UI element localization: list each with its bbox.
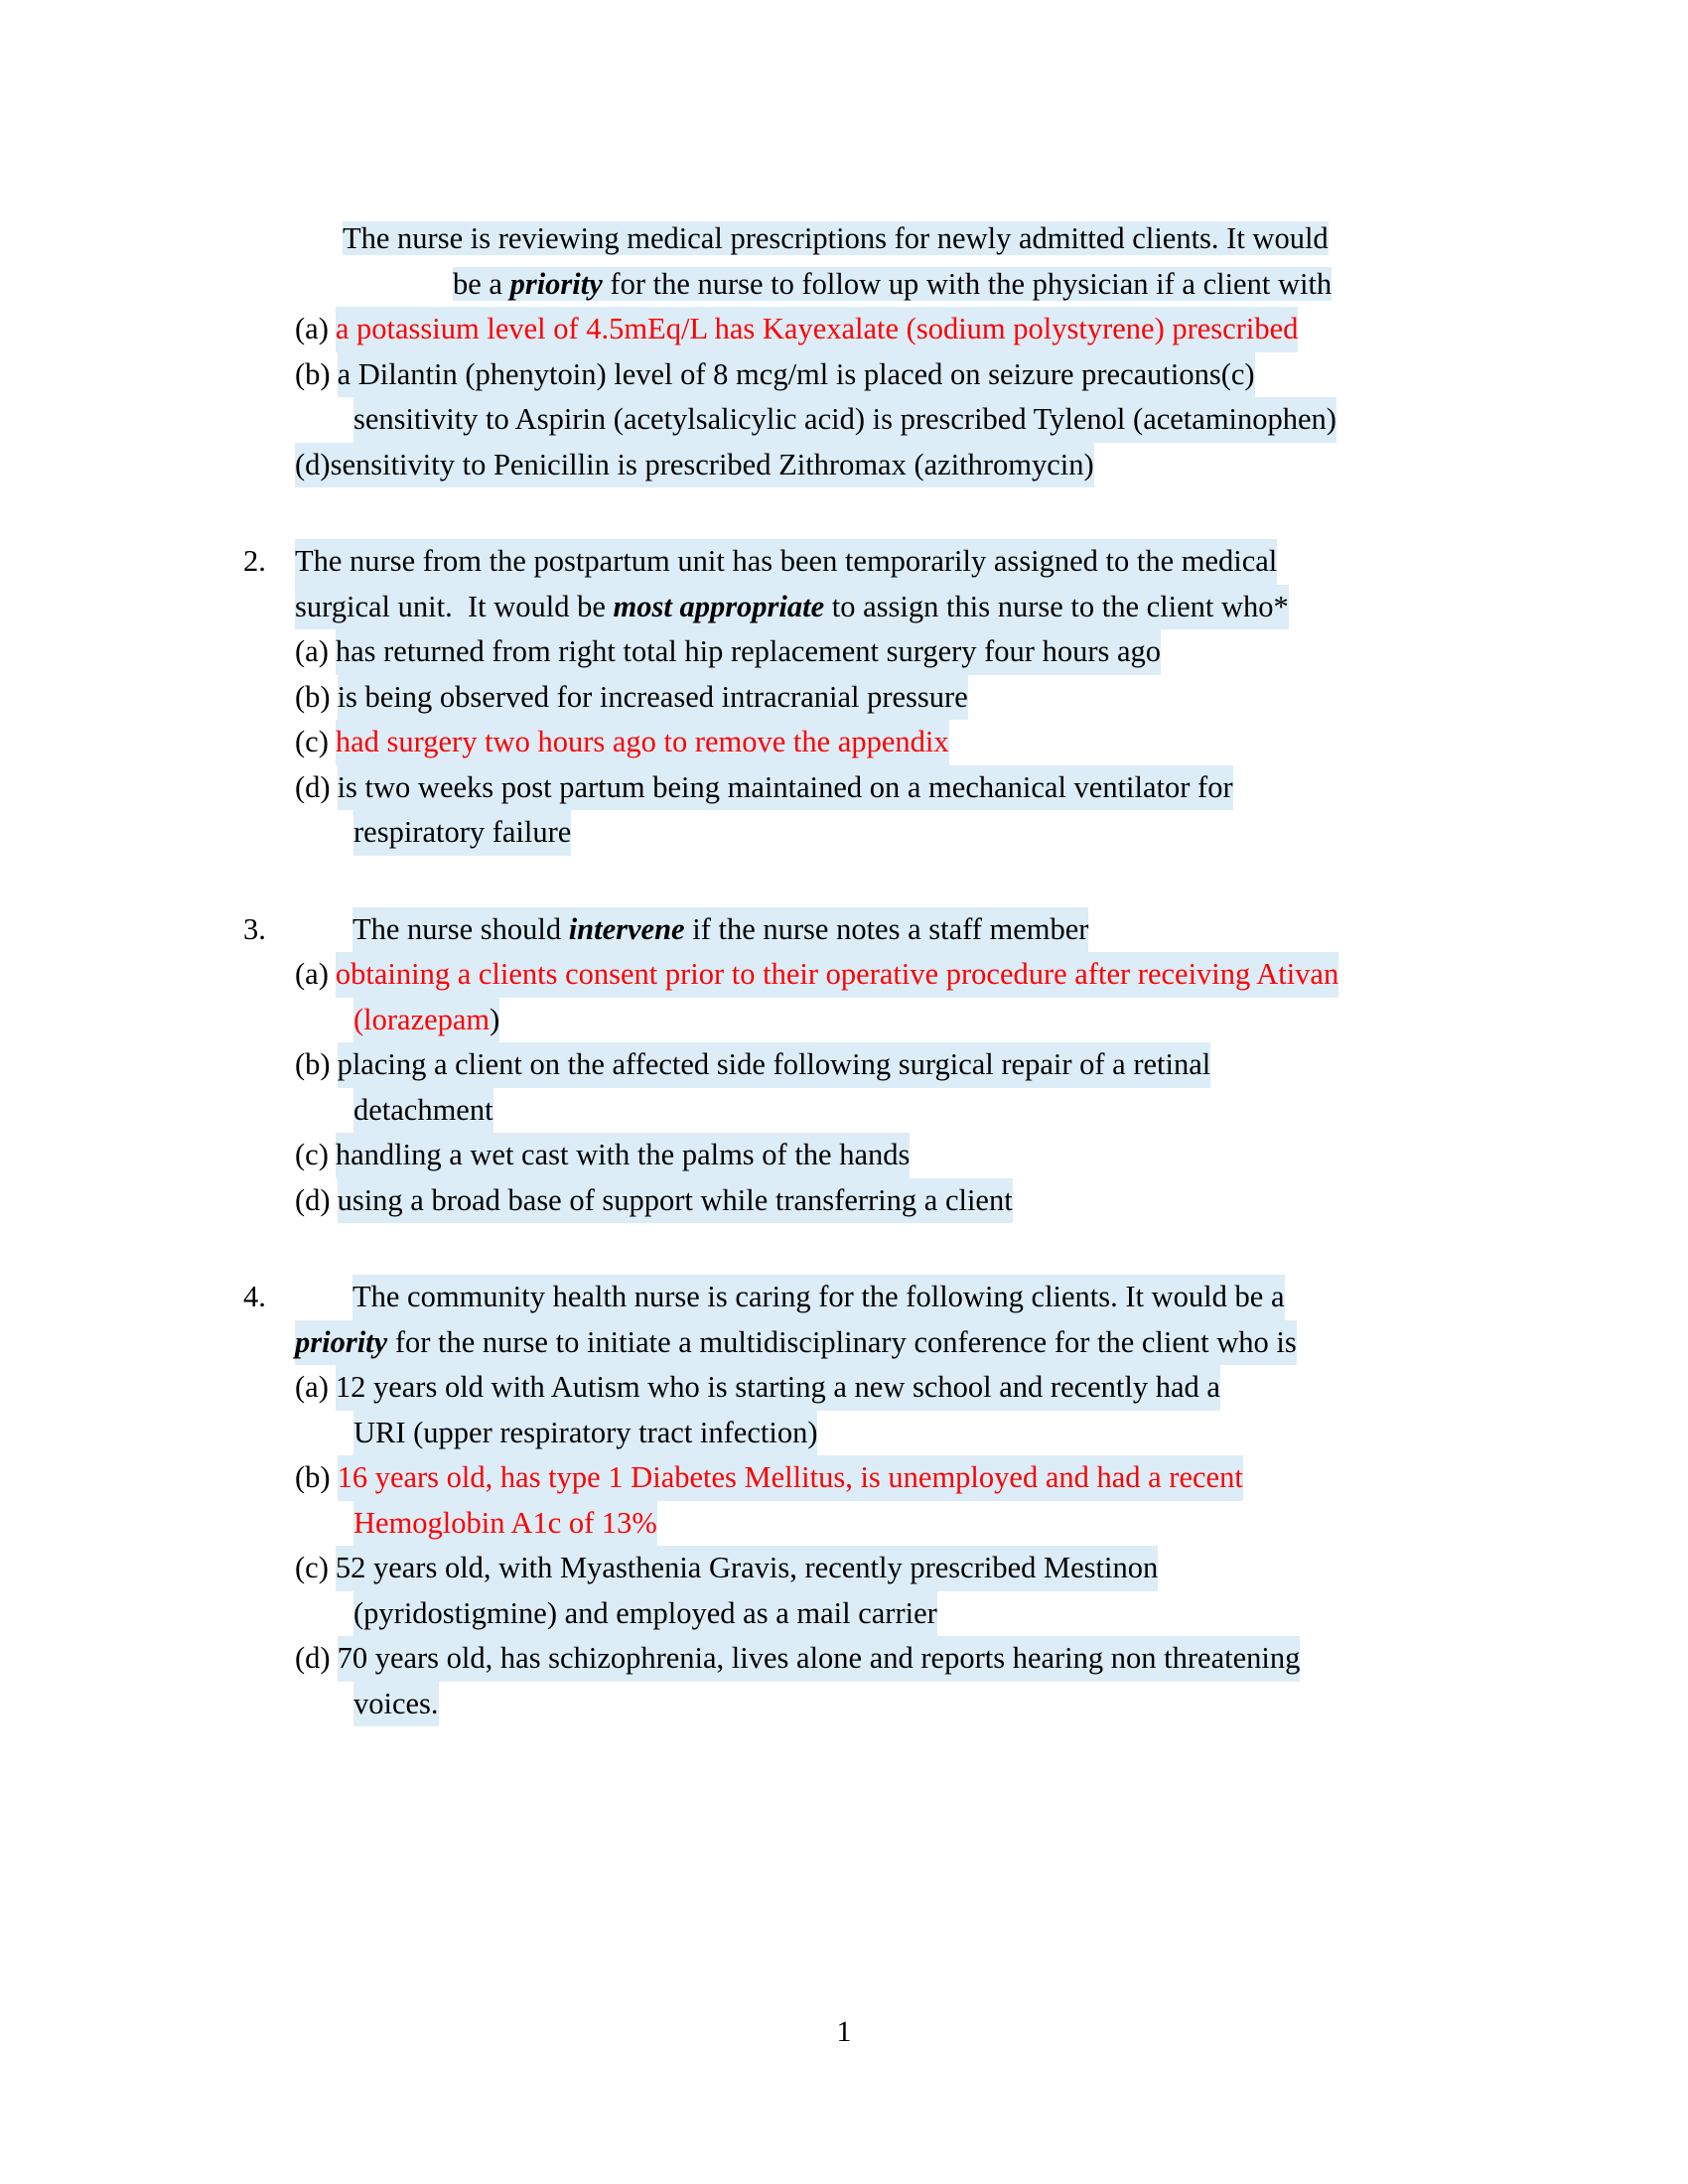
- question-3-option-d[interactable]: [243, 1178, 1450, 1224]
- option-label-d: (d): [295, 769, 331, 804]
- question-2-emphasis-most-appropriate: most appropriate: [613, 589, 825, 623]
- question-2-stem-text-1: The nurse from the postpartum unit has been temporarily assigned to the medical: [295, 539, 1277, 585]
- question-2-option-b[interactable]: [243, 675, 1450, 721]
- option-text-c: 52 years old, with Myasthenia Gravis, recently prescribed Mestinon: [336, 1546, 1158, 1591]
- question-block-4: [243, 1275, 1450, 1726]
- question-2-stem-text-2: [295, 585, 1289, 630]
- question-2-stem-pre: surgical unit. It would be: [295, 589, 614, 623]
- question-4-stem-post: for the nurse to initiate a multidisciplinary conference for the client who is: [387, 1324, 1297, 1359]
- question-4-option-a-continued: [243, 1411, 1450, 1456]
- block-spacer: [243, 487, 1450, 539]
- option-text-c-line-2: (pyridostigmine) and employed as a mail carrier: [353, 1591, 937, 1637]
- question-3-option-b-continued: [243, 1088, 1450, 1134]
- option-label-a: (a): [295, 1370, 329, 1404]
- option-text-b: is being observed for increased intracranial pressure: [338, 675, 968, 721]
- question-4-option-b[interactable]: [243, 1455, 1450, 1501]
- option-text-b-line-2: detachment: [353, 1088, 493, 1134]
- option-text-a-line-2-red: (lorazepam: [353, 1002, 491, 1036]
- option-label-c: (c): [295, 1551, 329, 1584]
- question-2-option-c[interactable]: [243, 720, 1450, 765]
- option-text-d: using a broad base of support while transferring a client: [338, 1178, 1013, 1224]
- option-label-b: (b): [295, 356, 331, 391]
- option-text-a-line-2-paren: ): [490, 1002, 500, 1036]
- question-4-emphasis-priority: priority: [295, 1324, 388, 1359]
- option-label-d: (d): [295, 1641, 331, 1675]
- question-1-stem-text-1: The nurse is reviewing medical prescriptions for newly admitted clients. It would: [343, 221, 1329, 255]
- question-1-option-d[interactable]: [243, 443, 1450, 488]
- option-text-d: 70 years old, has schizophrenia, lives alone and reports hearing non threatening: [338, 1636, 1301, 1682]
- question-3-option-c[interactable]: [243, 1133, 1450, 1178]
- option-text-b-line-2: sensitivity to Aspirin (acetylsalicylic acid) is prescribed Tylenol (acetaminophen): [353, 397, 1336, 443]
- question-3-stem-text: [352, 907, 1088, 953]
- option-label-d: (d): [295, 1182, 331, 1217]
- question-4-option-c[interactable]: [243, 1546, 1450, 1591]
- question-3-option-a-continued: [243, 998, 1450, 1043]
- option-label-c: (c): [295, 725, 329, 758]
- question-2-option-d[interactable]: [243, 765, 1450, 811]
- question-1-stem-line-2: [243, 262, 1450, 308]
- option-label-a: (a): [295, 312, 329, 345]
- question-4-stem-line-1: [243, 1275, 1450, 1320]
- question-4-stem-text-2: [295, 1320, 1297, 1366]
- option-label-b: (b): [295, 679, 331, 714]
- question-4-option-d-continued: [243, 1682, 1450, 1727]
- option-label-b: (b): [295, 1460, 331, 1494]
- block-spacer: [243, 856, 1450, 907]
- question-4-option-b-continued: [243, 1501, 1450, 1547]
- block-spacer: [243, 1223, 1450, 1275]
- question-1-emphasis-priority: priority: [509, 266, 603, 301]
- option-text-b: placing a client on the affected side following surgical repair of a retinal: [338, 1042, 1211, 1088]
- question-number-2: 2.: [243, 544, 266, 578]
- option-text-c: had surgery two hours ago to remove the appendix: [336, 720, 949, 765]
- option-text-a: 12 years old with Autism who is starting a new school and recently had a: [336, 1365, 1220, 1411]
- document-body: [243, 216, 1450, 1726]
- question-4-stem-text-1: The community health nurse is caring for the following clients. It would be a: [352, 1275, 1285, 1320]
- question-2-stem-line-1: [243, 539, 1450, 585]
- option-text-a: has returned from right total hip replacement surgery four hours ago: [336, 629, 1161, 675]
- question-1-option-b[interactable]: [243, 352, 1450, 398]
- question-number-4: 4.: [243, 1280, 266, 1313]
- question-3-stem-line-1: [243, 907, 1450, 953]
- option-text-a-line-2: URI (upper respiratory tract infection): [353, 1411, 817, 1456]
- question-block-2: [243, 539, 1450, 856]
- option-text-d: sensitivity to Penicillin is prescribed Zithromax (azithromycin): [330, 447, 1094, 481]
- question-2-stem-post: to assign this nurse to the client who*: [824, 589, 1289, 623]
- option-label-b: (b): [295, 1047, 331, 1081]
- question-block-1: [243, 216, 1450, 487]
- option-text-a-line-2: [353, 998, 499, 1043]
- question-1-stem-pre: be a: [453, 266, 510, 301]
- question-1-stem-text-2: [453, 267, 1332, 301]
- question-2-stem-line-2: [243, 585, 1450, 630]
- question-4-stem-line-2: [243, 1320, 1450, 1366]
- question-1-stem-post: for the nurse to follow up with the physician if a client with: [602, 266, 1333, 301]
- option-text-a: a potassium level of 4.5mEq/L has Kayexalate (sodium polystyrene) prescribed: [336, 307, 1299, 352]
- page-number: 1: [836, 2015, 852, 2048]
- question-4-option-a[interactable]: [243, 1365, 1450, 1411]
- option-label-d: (d): [295, 447, 331, 481]
- question-number-3: 3.: [243, 911, 266, 946]
- option-text-a: obtaining a clients consent prior to their operative procedure after receiving Ativan: [336, 952, 1338, 998]
- question-1-option-a[interactable]: [243, 307, 1450, 352]
- question-3-stem-pre: The nurse should: [352, 911, 569, 946]
- option-text-c: handling a wet cast with the palms of the hands: [336, 1133, 911, 1178]
- question-3-option-b[interactable]: [243, 1042, 1450, 1088]
- option-label-a: (a): [295, 957, 329, 991]
- question-2-option-d-continued: [243, 810, 1450, 856]
- option-text-d: is two weeks post partum being maintained on a mechanical ventilator for: [338, 765, 1233, 811]
- question-block-3: [243, 907, 1450, 1224]
- question-4-option-d[interactable]: [243, 1636, 1450, 1682]
- question-3-option-a[interactable]: [243, 952, 1450, 998]
- question-4-option-c-continued: [243, 1591, 1450, 1637]
- question-1-option-b-continued: [243, 397, 1450, 443]
- question-1-stem-line-1: [243, 216, 1450, 262]
- option-label-a: (a): [295, 634, 329, 668]
- question-3-stem-post: if the nurse notes a staff member: [684, 911, 1089, 946]
- option-text-d-line-2: voices.: [353, 1682, 439, 1727]
- question-2-option-a[interactable]: [243, 629, 1450, 675]
- option-label-c: (c): [295, 1138, 329, 1171]
- option-text-b: a Dilantin (phenytoin) level of 8 mcg/ml is placed on seizure precautions(c): [338, 352, 1255, 398]
- option-row-d-highlight: [295, 443, 1094, 488]
- question-3-emphasis-intervene: intervene: [568, 911, 685, 946]
- option-text-b-line-2: Hemoglobin A1c of 13%: [353, 1501, 657, 1547]
- option-text-d-line-2: respiratory failure: [353, 810, 571, 856]
- option-text-b: 16 years old, has type 1 Diabetes Mellitus, is unemployed and had a recent: [338, 1455, 1243, 1501]
